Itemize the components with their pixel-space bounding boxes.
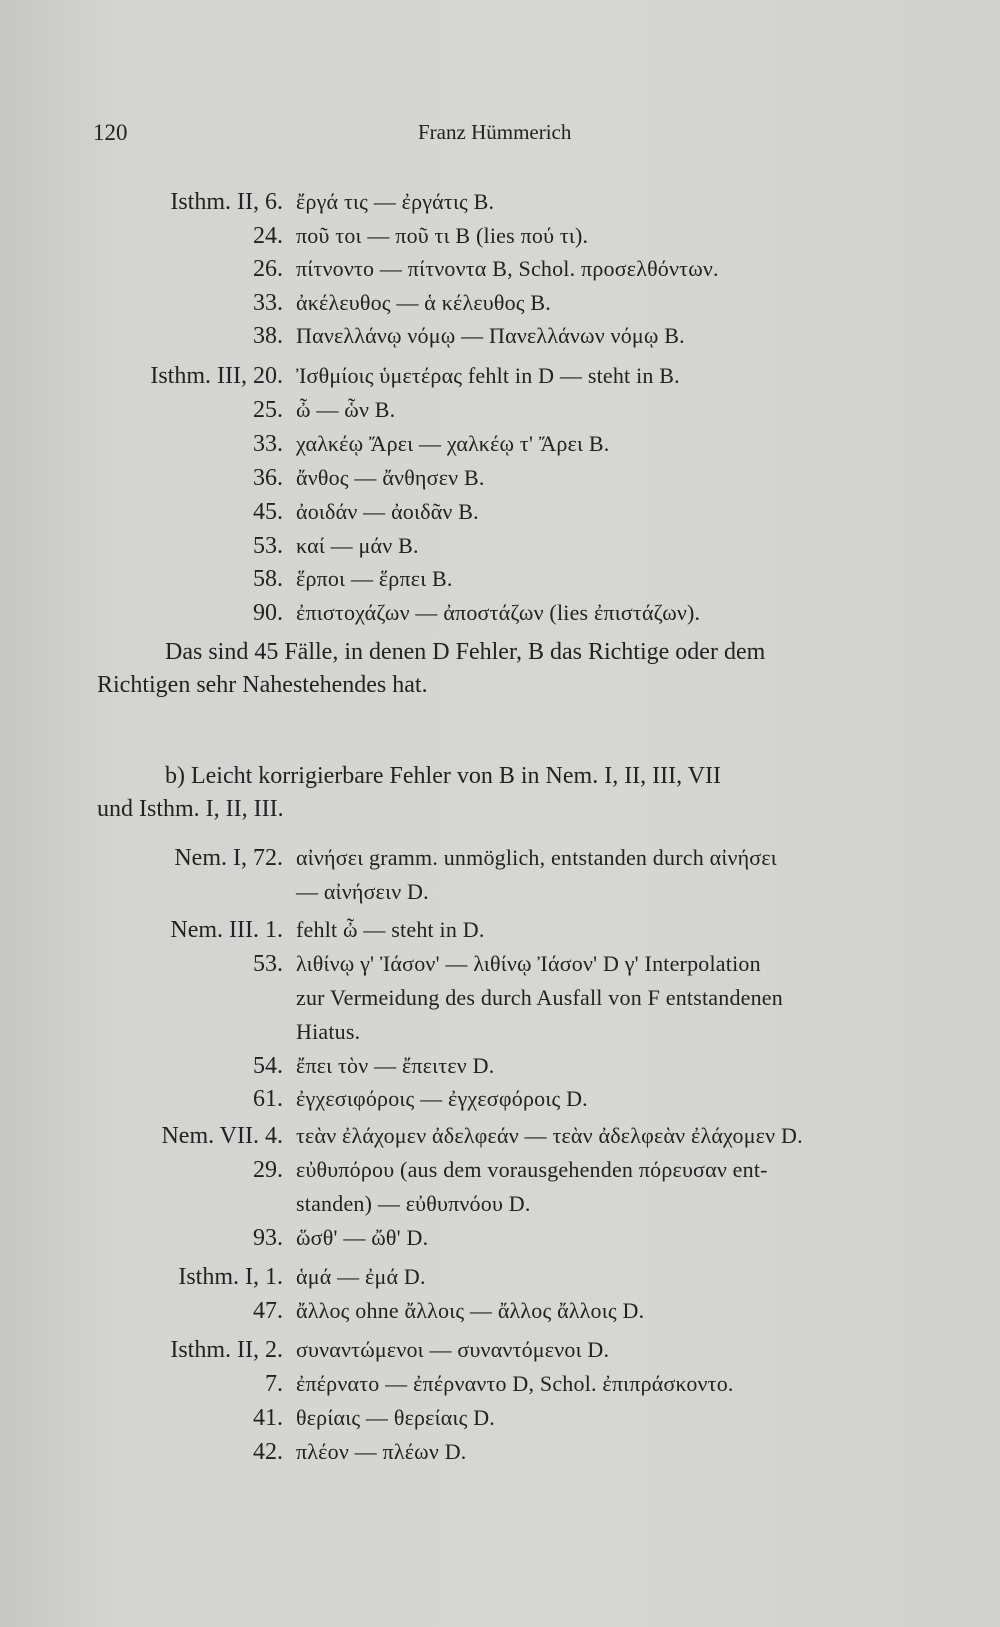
running-head-author: Franz Hümmerich	[418, 120, 572, 144]
summary-paragraph	[97, 636, 957, 702]
entry-label: 25.	[253, 397, 283, 423]
entry-text: ἄνθος — ἄνθησεν B.	[296, 465, 485, 490]
entry-label-wrap	[0, 253, 283, 285]
entry-label: 58.	[253, 566, 283, 592]
entry-row	[0, 914, 980, 946]
entry-row	[0, 1334, 980, 1366]
entry-label: 41.	[253, 1405, 283, 1431]
entry-text: ἐπέρνατο — ἐπέρναντο D, Schol. ἐπιπράσκοντο.	[296, 1371, 734, 1396]
entry-label: 38.	[253, 323, 283, 349]
entry-label-wrap	[0, 1295, 283, 1327]
section-b-heading	[97, 760, 957, 826]
entry-text: ὦ — ὧν B.	[296, 397, 396, 422]
entry-label-wrap	[0, 530, 283, 562]
entry-label-wrap	[0, 394, 283, 426]
entry-label-wrap	[0, 1154, 283, 1186]
entry-row	[0, 253, 980, 285]
entry-label-wrap	[0, 220, 283, 252]
section-b-heading-line: b) Leicht korrigierbare Fehler von B in Nem. I, II, III, VII	[165, 763, 722, 789]
entry-text: ἕρποι — ἕρπει B.	[296, 566, 453, 591]
entry-label-wrap	[0, 320, 283, 352]
entry-label: 26.	[253, 256, 283, 282]
entry-row	[0, 1083, 980, 1115]
entry-row	[0, 496, 980, 528]
entry-text: λιθίνῳ γ' Ἰάσον' — λιθίνῳ Ἰάσον' D γ' Interpolation	[296, 951, 761, 976]
entry-text: ποῦ τοι — ποῦ τι B (lies πού τι).	[296, 223, 589, 248]
entry-label: 7.	[265, 1371, 283, 1397]
entry-row	[0, 220, 980, 252]
entry-label: 36.	[253, 465, 283, 491]
entry-continuation-row	[0, 1188, 980, 1220]
entry-label-wrap	[0, 1402, 283, 1434]
entry-label: 61.	[253, 1086, 283, 1112]
entry-text: αἰνήσει gramm. unmöglich, entstanden durch αἰνήσει	[296, 845, 777, 870]
entry-row	[0, 563, 980, 595]
entry-continuation-row	[0, 876, 980, 908]
entry-label-wrap	[0, 1261, 283, 1293]
entry-label-wrap	[0, 360, 283, 392]
entry-text: ἀοιδάν — ἀοιδᾶν B.	[296, 499, 479, 524]
entry-row	[0, 428, 980, 460]
entry-label: 53.	[253, 951, 283, 977]
entry-label-wrap	[0, 287, 283, 319]
entry-label-wrap	[0, 1120, 283, 1152]
entry-text: ἐπιστοχάζων — ἀποστάζων (lies ἐπιστάζων).	[296, 600, 701, 625]
entry-label: Isthm. I, 1.	[178, 1264, 283, 1290]
entry-row	[0, 287, 980, 319]
page-header	[93, 120, 953, 150]
entry-label-wrap	[0, 186, 283, 218]
entry-label: Isthm. II, 6.	[170, 189, 283, 215]
entry-row	[0, 186, 980, 218]
entry-row	[0, 1154, 980, 1186]
entry-row	[0, 394, 980, 426]
entry-label: Nem. VII. 4.	[161, 1123, 283, 1149]
entry-label-wrap	[0, 1368, 283, 1400]
entry-text: — αἰνήσειν D.	[296, 879, 429, 904]
entry-text: συναντώμενοι — συναντόμενοι D.	[296, 1337, 610, 1362]
entry-row	[0, 530, 980, 562]
entry-text: καί — μάν B.	[296, 533, 419, 558]
entry-row	[0, 1368, 980, 1400]
entry-label: 54.	[253, 1053, 283, 1079]
entry-continuation-row	[0, 1016, 980, 1048]
entry-row	[0, 1222, 980, 1254]
entry-text: ἁμά — ἐμά D.	[296, 1264, 426, 1289]
entry-text: ἀκέλευθος — ἁ κέλευθος B.	[296, 290, 551, 315]
entry-text: ὥσθ' — ὤθ' D.	[296, 1225, 429, 1250]
entry-label: 29.	[253, 1157, 283, 1183]
entry-label: 47.	[253, 1298, 283, 1324]
entry-text: ἔργά τις — ἐργάτις B.	[296, 189, 495, 214]
entry-text: θερίαις — θερείαις D.	[296, 1405, 495, 1430]
entry-label: 33.	[253, 431, 283, 457]
entry-text: fehlt ὦ — steht in D.	[296, 917, 485, 942]
entry-text: ἐγχεσιφόροις — ἐγχεσφόροις D.	[296, 1086, 588, 1111]
entry-text: τεὰν ἐλάχομεν ἀδελφεάν — τεὰν ἀδελφεὰν ἐλάχομεν D.	[296, 1123, 803, 1148]
entry-continuation-row	[0, 982, 980, 1014]
entry-label-wrap	[0, 462, 283, 494]
summary-line: Das sind 45 Fälle, in denen D Fehler, B das Richtige oder dem	[165, 639, 766, 665]
entry-label-wrap	[0, 914, 283, 946]
entry-row	[0, 597, 980, 629]
entry-row	[0, 1120, 980, 1152]
entry-label: Nem. III. 1.	[170, 917, 283, 943]
entry-text: χαλκέῳ Ἄρει — χαλκέῳ τ' Ἄρει B.	[296, 431, 610, 456]
entry-text: Hiatus.	[296, 1019, 361, 1044]
entry-label-wrap	[0, 842, 283, 874]
entry-text: Ἰσθμίοις ὑμετέρας fehlt in D — steht in B.	[296, 363, 680, 388]
entry-label: 53.	[253, 533, 283, 559]
entry-label: 90.	[253, 600, 283, 626]
entry-row	[0, 1436, 980, 1468]
entry-label-wrap	[0, 1334, 283, 1366]
entry-text: εὐθυπόρου (aus dem vorausgehenden πόρευσαν ent-	[296, 1157, 768, 1182]
entry-label: 33.	[253, 290, 283, 316]
entry-label: 93.	[253, 1225, 283, 1251]
entry-label-wrap	[0, 597, 283, 629]
entry-label: 42.	[253, 1439, 283, 1465]
entry-text: πλέον — πλέων D.	[296, 1439, 467, 1464]
entry-label-wrap	[0, 563, 283, 595]
entry-row	[0, 1261, 980, 1293]
entry-label-wrap	[0, 1083, 283, 1115]
entry-row	[0, 320, 980, 352]
summary-line: Richtigen sehr Nahestehendes hat.	[97, 672, 428, 698]
entry-text: ἔπει τὸν — ἔπειτεν D.	[296, 1053, 495, 1078]
entry-row	[0, 360, 980, 392]
entry-label-wrap	[0, 1222, 283, 1254]
entry-row	[0, 1295, 980, 1327]
entry-row	[0, 948, 980, 980]
entry-label-wrap	[0, 1436, 283, 1468]
entry-label-wrap	[0, 496, 283, 528]
entry-label: 45.	[253, 499, 283, 525]
entry-label-wrap	[0, 428, 283, 460]
entry-text: Πανελλάνῳ νόμῳ — Πανελλάνων νόμῳ B.	[296, 323, 685, 348]
entry-label: Isthm. III, 20.	[150, 363, 283, 389]
entry-row	[0, 462, 980, 494]
entry-label-wrap	[0, 1050, 283, 1082]
entry-label: 24.	[253, 223, 283, 249]
entry-row	[0, 1050, 980, 1082]
entry-text: πίτνοντο — πίτνοντα B, Schol. προσελθόντων.	[296, 256, 719, 281]
entry-row	[0, 842, 980, 874]
entry-label: Nem. I, 72.	[174, 845, 283, 871]
entry-text: ἄλλος ohne ἄλλοις — ἄλλος ἄλλοις D.	[296, 1298, 645, 1323]
entry-label: Isthm. II, 2.	[170, 1337, 283, 1363]
entry-text: standen) — εὐθυπνόου D.	[296, 1191, 531, 1216]
entry-label-wrap	[0, 948, 283, 980]
page-number: 120	[93, 120, 128, 145]
entry-text: zur Vermeidung des durch Ausfall von F entstandenen	[296, 985, 783, 1010]
section-b-heading-line: und Isthm. I, II, III.	[97, 796, 284, 822]
entry-row	[0, 1402, 980, 1434]
